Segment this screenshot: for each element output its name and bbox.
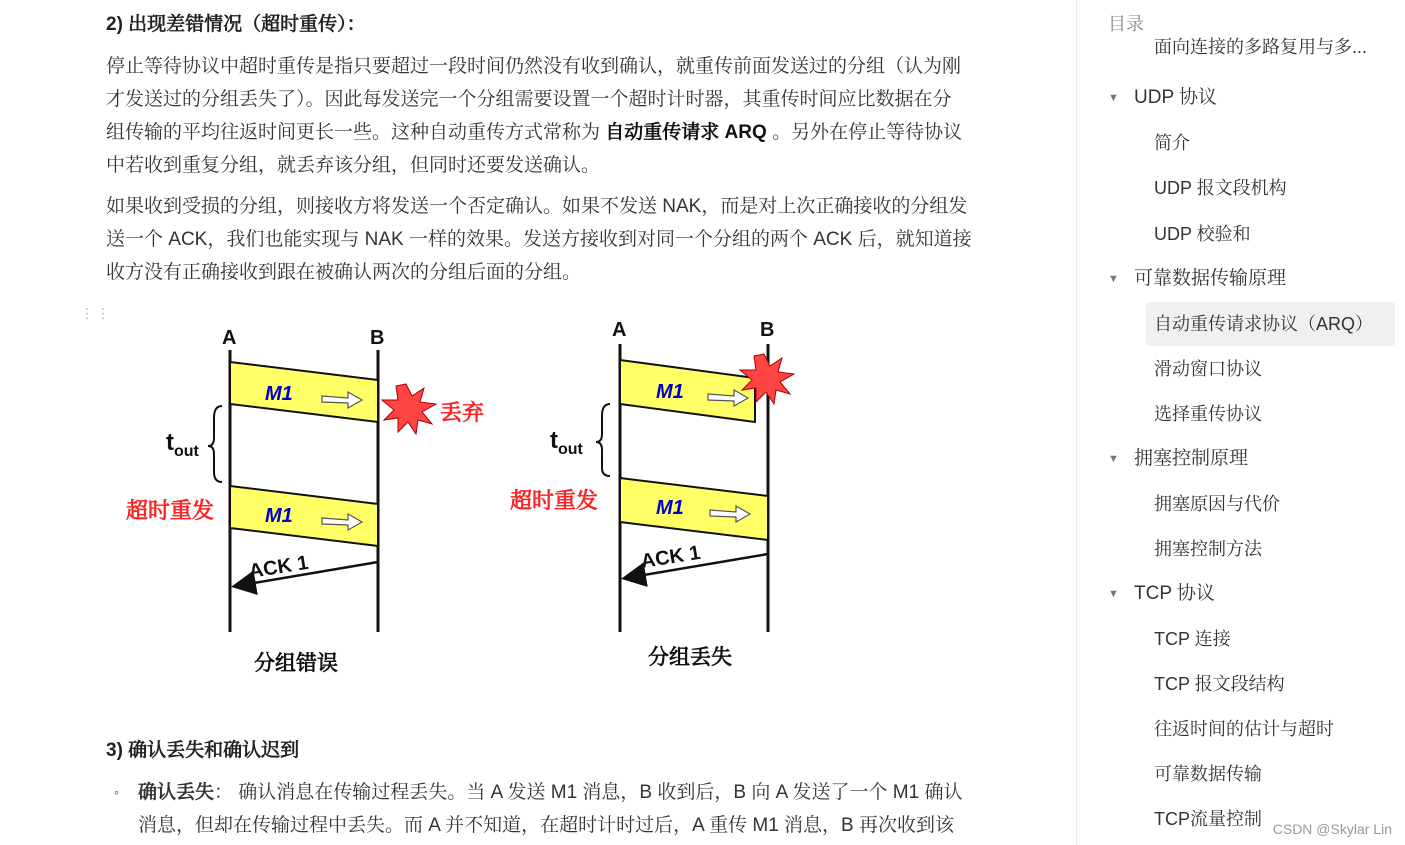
tout-sub: out (174, 443, 199, 460)
caret-down-icon[interactable]: ▼ (1108, 453, 1119, 465)
toc-item-tcp-connection[interactable] (1154, 617, 1231, 661)
text-span: 。另外在停止等待协议 (766, 122, 963, 143)
toc-item-label: 滑动窗口协议 (1154, 359, 1262, 379)
watermark: CSDN @Skylar Lin (1272, 821, 1392, 837)
diagram-caption: 分组错误 (254, 651, 338, 675)
ack-label: ACK 1 (247, 551, 311, 583)
retransmit-label: 超时重发 (126, 499, 215, 524)
text-line: 消息，但却在传输过程中丢失。而 A 并不知道，在超时计时过后，A 重传 M1 消息，B 再次收到该 (138, 815, 954, 836)
discard-label: 丢弃 (440, 401, 485, 426)
list-item-text (138, 776, 1038, 842)
toc-item-label: TCP流量控制 (1154, 809, 1262, 829)
toc-item-label: 拥塞原因与代价 (1154, 494, 1280, 514)
toc-title: 目录 (1108, 14, 1144, 34)
packet-label: M1 (265, 505, 293, 527)
ack-label: ACK 1 (639, 541, 703, 573)
text-line: 收方没有正确接收到跟在被确认两次的分组后面的分组。 (106, 262, 582, 283)
toc-item-udp[interactable] (1108, 76, 1218, 120)
toc-item-reliable-data[interactable] (1154, 752, 1262, 796)
toc-item-congestion-cause[interactable] (1154, 482, 1280, 526)
toc-item-label: 选择重传协议 (1154, 404, 1262, 424)
toc-item-arq-active[interactable] (1146, 302, 1395, 346)
toc-item-udp-checksum[interactable] (1154, 212, 1251, 256)
toc-item-selective-repeat[interactable] (1154, 392, 1262, 436)
label-a: A (222, 327, 237, 349)
drag-handle-icon[interactable]: ⋮⋮ (80, 305, 112, 321)
toc-item-label: 可靠数据传输原理 (1134, 268, 1287, 289)
tout-label (550, 427, 584, 458)
caret-down-icon[interactable]: ▼ (1108, 273, 1119, 285)
bullet-icon: ◦ (114, 784, 119, 800)
packet-m1 (230, 362, 378, 422)
bold-term-ack-loss: 确认丢失 (138, 782, 215, 803)
tout-t: t (166, 429, 174, 456)
tout-sub: out (558, 441, 583, 458)
toc-item-label: 拥塞控制原理 (1134, 448, 1249, 469)
text-span: 组传输的平均往返时间更长一些。这种自动重传方式常称为 (106, 122, 606, 143)
toc-item-multiplexing[interactable] (1154, 37, 1367, 73)
text-span: ： 确认消息在传输过程丢失。当 A 发送 M1 消息，B 收到后，B 向 A 发送了一个 M1 确认 (214, 782, 963, 803)
text-line (138, 776, 1038, 809)
toc-item-label: TCP 连接 (1154, 629, 1231, 649)
toc-item-label: 拥塞控制方法 (1154, 539, 1262, 559)
packet-label: M1 (656, 381, 684, 403)
toc-item-label: UDP 报文段机构 (1154, 178, 1287, 198)
section-heading-ack-loss: 3) 确认丢失和确认迟到 (106, 740, 300, 761)
text-line: 才发送过的分组丢失了）。因此每发送完一个分组需要设置一个超时计时器，其重传时间应比数据在分 (106, 89, 952, 110)
explosion-icon (382, 384, 436, 434)
diagram-packet-loss (510, 319, 794, 669)
packet-label: M1 (265, 383, 293, 405)
text-line: 停止等待协议中超时重传是指只要超过一段时间仍然没有收到确认，就重传前面发送过的分组（认为刚 (106, 56, 962, 77)
toc-item-udp-segment[interactable] (1154, 166, 1287, 210)
toc-item-label: 可靠数据传输 (1154, 764, 1262, 784)
toc-item-label: UDP 协议 (1134, 87, 1218, 108)
bold-term-arq: 自动重传请求 ARQ (605, 122, 767, 143)
toc-item-intro[interactable] (1154, 121, 1190, 165)
toc-item-flow-control[interactable] (1154, 797, 1262, 841)
toc-item-reliable-transfer[interactable] (1108, 257, 1287, 301)
toc-item-tcp[interactable] (1108, 572, 1215, 616)
packet-m1-retransmit (230, 486, 378, 546)
toc-item-congestion[interactable] (1108, 437, 1249, 481)
section-heading-timeout: 2) 出现差错情况（超时重传）： (106, 14, 366, 35)
paragraph-nak (106, 190, 1026, 289)
text-line: 如果收到受损的分组，则接收方将发送一个否定确认。如果不发送 NAK，而是对上次正确接收的分组发 (106, 196, 968, 217)
caret-down-icon[interactable]: ▼ (1108, 588, 1119, 600)
retransmit-label: 超时重发 (510, 489, 599, 514)
toc-item-label: TCP 协议 (1134, 583, 1215, 604)
paragraph-timeout-retransmission (106, 50, 1026, 182)
text-line: 中若收到重复分组，就丢弃该分组，但同时还要发送确认。 (106, 155, 601, 176)
tout-t: t (550, 427, 558, 454)
packet-m1-retransmit (620, 478, 768, 540)
tout-label (166, 429, 200, 460)
diagram-packet-error (126, 327, 484, 675)
toc-sidebar (1076, 0, 1405, 845)
arq-figure (100, 310, 820, 690)
toc-item-label: 简介 (1154, 133, 1190, 153)
timeout-brace (208, 406, 222, 482)
toc-item-label: TCP 报文段结构 (1154, 674, 1285, 694)
toc-item-congestion-method[interactable] (1154, 527, 1262, 571)
timeout-brace (596, 404, 610, 476)
toc-item-rtt[interactable] (1154, 707, 1334, 751)
label-b: B (760, 319, 775, 341)
label-a: A (612, 319, 627, 341)
label-b: B (370, 327, 385, 349)
caret-down-icon[interactable]: ▼ (1108, 92, 1119, 104)
packet-label: M1 (656, 497, 684, 519)
text-line: 送一个 ACK，我们也能实现与 NAK 一样的效果。发送方接收到对同一个分组的两个 ACK 后，就知道接 (106, 229, 972, 250)
toc-item-label: 面向连接的多路复用与多... (1154, 37, 1368, 57)
toc-item-tcp-segment[interactable] (1154, 662, 1285, 706)
toc-item-label: 往返时间的估计与超时 (1154, 719, 1334, 739)
text-line (106, 116, 1026, 149)
diagram-caption: 分组丢失 (648, 645, 732, 669)
toc-item-sliding-window[interactable] (1154, 347, 1262, 391)
toc-item-label: 自动重传请求协议（ARQ） (1154, 314, 1374, 334)
toc-item-label: UDP 校验和 (1154, 224, 1251, 244)
